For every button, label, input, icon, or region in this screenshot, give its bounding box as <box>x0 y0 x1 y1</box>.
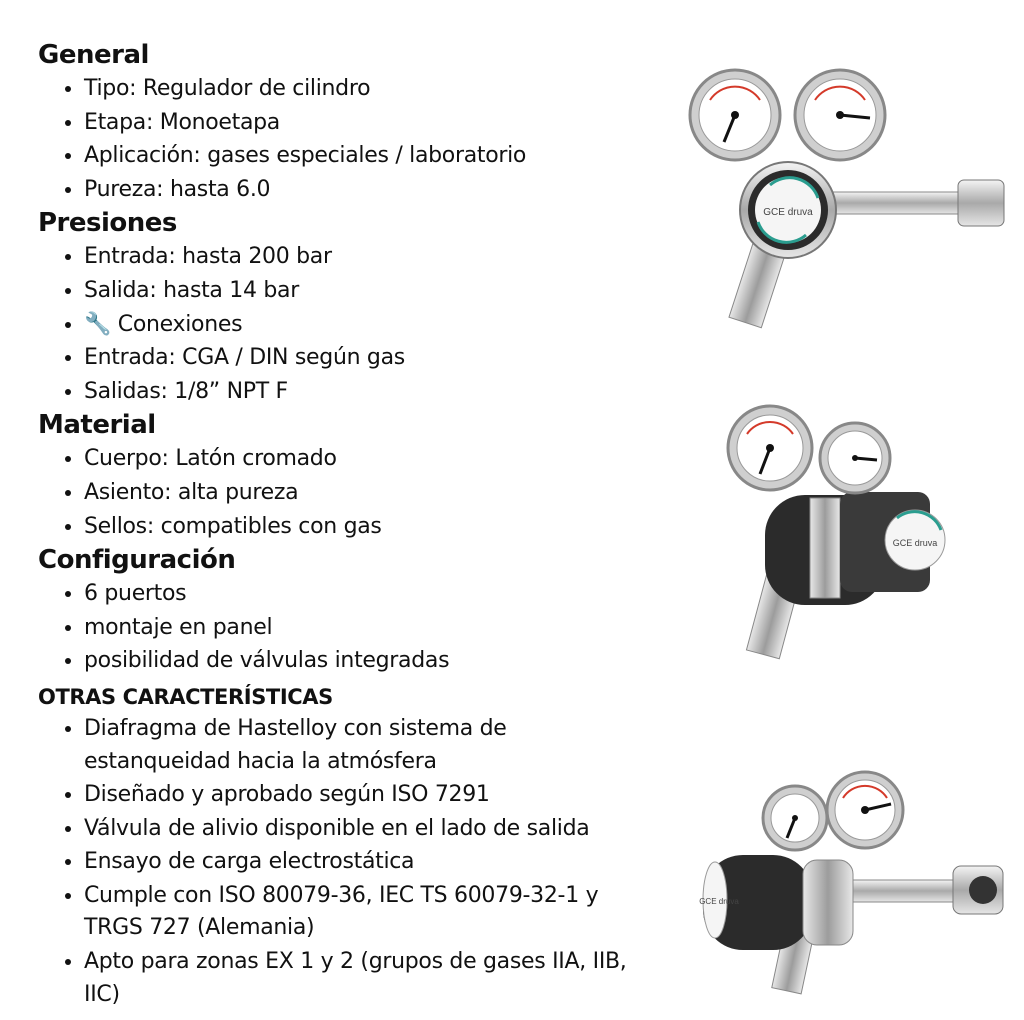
otras-list <box>38 712 658 1011</box>
list-item: • Diseñado y aprobado según ISO 7291 <box>84 778 658 812</box>
list-item: • Válvula de alivio disponible en el lado de salida <box>84 812 658 846</box>
section-title-configuracion: Configuración <box>38 545 236 576</box>
brand-label: GCE druva <box>892 538 938 548</box>
list-item: • Ensayo de carga electrostática <box>84 845 658 879</box>
gauge-icon <box>763 786 827 850</box>
general-list <box>38 72 658 206</box>
presiones-list <box>38 240 658 408</box>
regulator-image-3 <box>695 770 1015 1000</box>
gauge-icon <box>690 70 780 160</box>
section-title-presiones: Presiones <box>38 208 177 239</box>
list-item: • Cuerpo: Latón cromado <box>84 442 658 476</box>
regulator-image-2 <box>715 400 965 665</box>
brand-label: GCE druva <box>763 207 813 218</box>
list-item: • Entrada: hasta 200 bar <box>84 240 658 274</box>
gauge-icon <box>820 423 890 493</box>
regulator-image-1 <box>680 60 1010 335</box>
section-title-general: General <box>38 40 149 70</box>
list-item: • Apto para zonas EX 1 y 2 (grupos de gases IIA, IIB, IIC) <box>84 945 658 1011</box>
gauge-icon <box>827 772 903 848</box>
section-title-otras: OTRAS CARACTERÍSTICAS <box>38 684 333 709</box>
list-item: • Diafragma de Hastelloy con sistema de estanqueidad hacia la atmósfera <box>84 712 658 778</box>
list-item: • Cumple con ISO 80079-36, IEC TS 60079-32-1 y TRGS 727 (Alemania) <box>84 879 658 945</box>
list-item: • Tipo: Regulador de cilindro <box>84 72 658 106</box>
list-item: • Etapa: Monoetapa <box>84 106 658 140</box>
list-item: • Sellos: compatibles con gas <box>84 510 658 544</box>
list-item: • 6 puertos <box>84 577 658 611</box>
spec-list <box>38 38 658 1011</box>
brand-label: GCE druva <box>699 897 739 906</box>
material-list <box>38 442 658 543</box>
configuracion-list <box>38 577 658 678</box>
list-item: • montaje en panel <box>84 611 658 645</box>
list-item: • Aplicación: gases especiales / laboratorio <box>84 139 658 173</box>
list-item: • Asiento: alta pureza <box>84 476 658 510</box>
list-item: • Entrada: CGA / DIN según gas <box>84 341 658 375</box>
gauge-icon <box>728 406 812 490</box>
list-item: • 🔧 Conexiones <box>84 308 658 342</box>
list-item: • posibilidad de válvulas integradas <box>84 644 658 678</box>
list-item: • Salida: hasta 14 bar <box>84 274 658 308</box>
list-item: • Salidas: 1/8” NPT F <box>84 375 658 409</box>
section-title-material: Material <box>38 410 156 441</box>
gauge-icon <box>795 70 885 160</box>
list-item: • Pureza: hasta 6.0 <box>84 173 658 207</box>
